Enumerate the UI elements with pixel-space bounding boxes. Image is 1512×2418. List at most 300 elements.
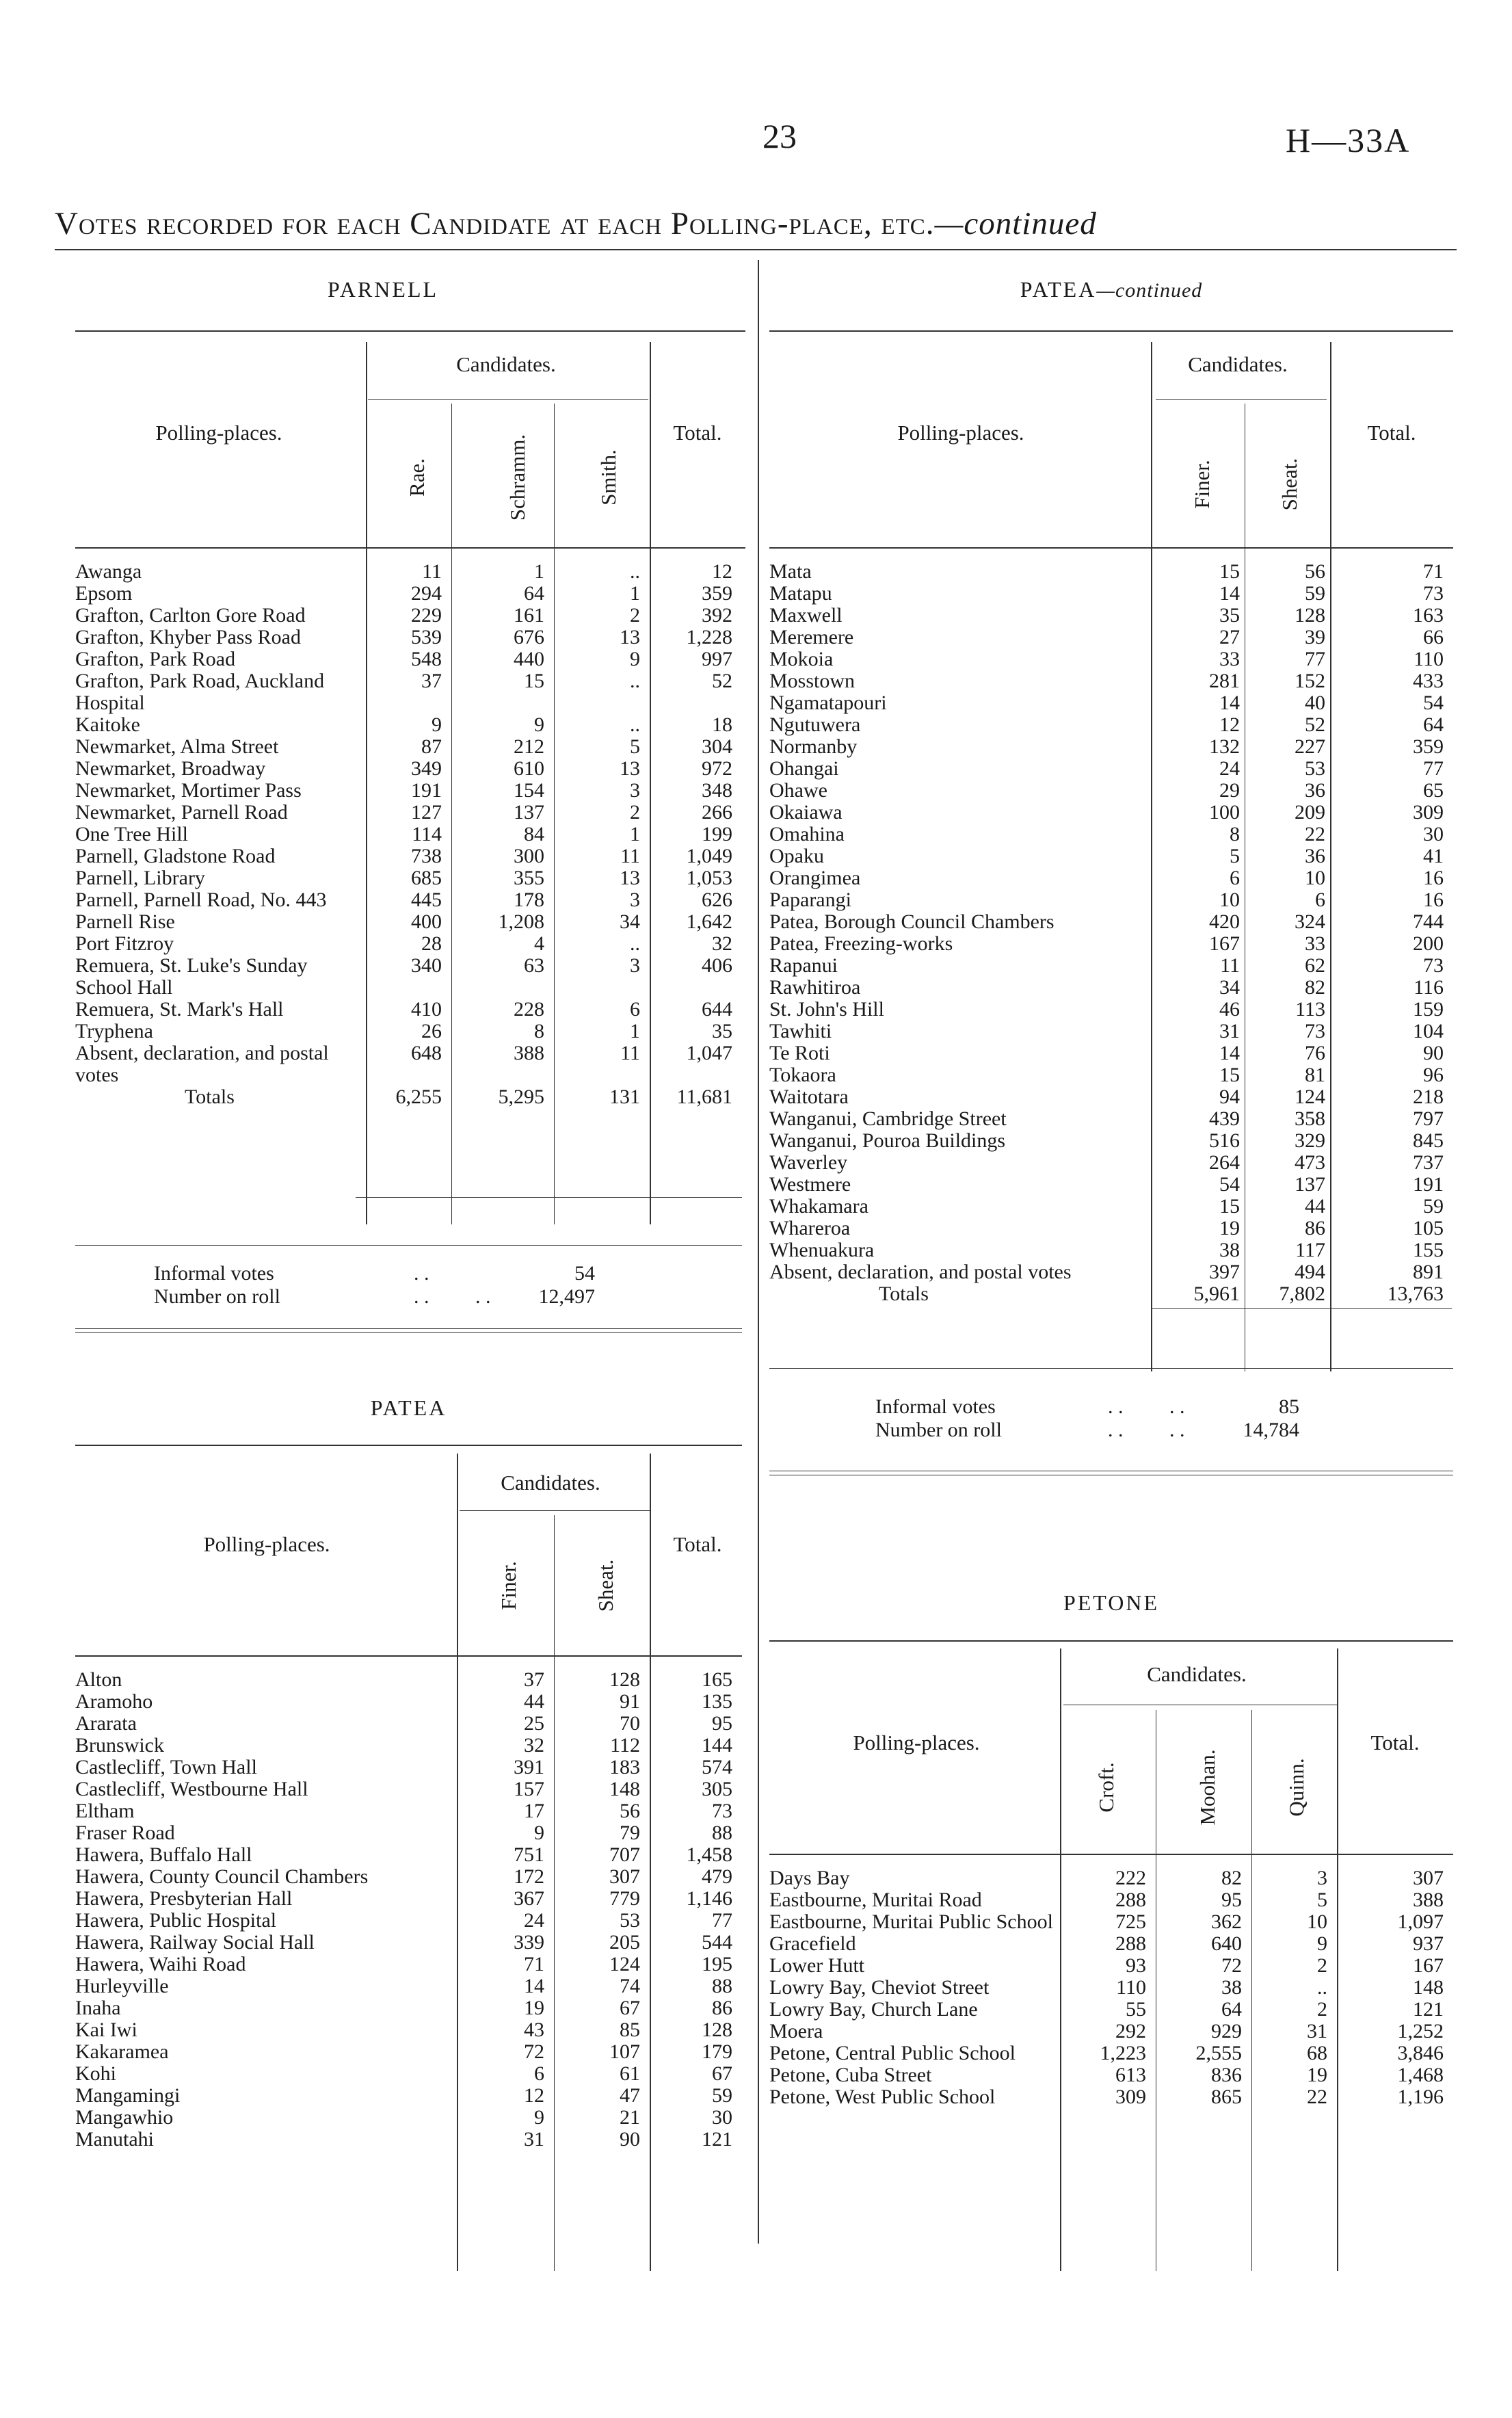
table-row — [769, 1261, 1453, 1283]
vote-cell: 107 — [609, 2040, 640, 2063]
total-cell: 88 — [712, 1822, 732, 1844]
polling-place-name: Patea, Freezing-works — [769, 932, 953, 955]
polling-place-name: Mangamingi — [75, 2084, 181, 2107]
total-cell: 110 — [1414, 648, 1444, 670]
vote-cell: 24 — [1219, 757, 1240, 780]
patea-candidates-rule — [460, 1510, 650, 1511]
vote-cell: 307 — [609, 1865, 640, 1888]
vote-cell: 59 — [1305, 582, 1325, 605]
polling-place-name: Ngamatapouri — [769, 692, 887, 714]
vote-cell: 28 — [421, 932, 442, 955]
polling-place-name: Mangawhio — [75, 2106, 174, 2129]
table-row — [769, 2086, 1453, 2108]
vote-cell: 63 — [524, 954, 544, 977]
vote-cell: 19 — [1219, 1217, 1240, 1239]
vote-cell: 725 — [1115, 1910, 1146, 1933]
polling-place-name: Ohangai — [769, 757, 839, 780]
vote-cell: 11 — [422, 560, 442, 583]
patea-cont-header-bottom-rule — [769, 547, 1453, 549]
column-divider — [758, 260, 759, 2244]
vote-cell: 2 — [630, 801, 640, 824]
total-cell: 16 — [1423, 867, 1444, 889]
vote-cell: 47 — [620, 2084, 640, 2107]
vote-cell: 44 — [524, 1690, 544, 1713]
table-row — [75, 1735, 742, 1757]
polling-place-name: Kai Iwi — [75, 2019, 137, 2041]
vote-cell: 26 — [421, 1020, 442, 1042]
table-row — [769, 1086, 1453, 1108]
vote-cell: 62 — [1305, 954, 1325, 977]
patea-cont-table — [769, 561, 1453, 1305]
total-cell: 163 — [1413, 604, 1444, 627]
vote-cell: 167 — [1209, 932, 1240, 955]
table-row — [769, 2042, 1453, 2064]
parnell-header-bottom-rule — [75, 547, 745, 549]
table-row — [75, 1757, 742, 1778]
total-cell: 54 — [1423, 692, 1444, 714]
vote-cell: 288 — [1115, 1932, 1146, 1955]
total-cell: 737 — [1413, 1151, 1444, 1174]
vote-cell: 11 — [620, 845, 640, 867]
vote-cell: 183 — [609, 1756, 640, 1778]
polling-place-name: Petone, West Public School — [769, 2086, 996, 2108]
vote-cell: 5 — [1230, 845, 1240, 867]
table-row — [75, 648, 742, 670]
vote-cell: 91 — [620, 1690, 640, 1713]
total-cell: 406 — [702, 954, 732, 977]
totals-row — [75, 1086, 742, 1108]
table-row — [75, 670, 742, 714]
vote-cell: 1 — [534, 560, 544, 583]
vote-cell: 2,555 — [1195, 2042, 1242, 2064]
table-row — [75, 911, 742, 933]
vote-cell: 516 — [1209, 1129, 1240, 1152]
polling-place-name: Mosstown — [769, 670, 856, 692]
total-cell: 307 — [1413, 1867, 1444, 1889]
vote-cell: 71 — [524, 1953, 544, 1975]
vote-cell: 5 — [1317, 1889, 1327, 1911]
total-cell: 744 — [1413, 910, 1444, 933]
polling-place-name: St. John's Hill — [769, 998, 884, 1021]
vote-cell: 3 — [630, 889, 640, 911]
polling-place-name: Kohi — [75, 2062, 116, 2085]
table-row — [75, 933, 742, 955]
parnell-end-rule — [75, 1332, 742, 1333]
vote-cell: 19 — [524, 1997, 544, 2019]
petone-places-label: Polling-places. — [853, 1731, 980, 1755]
parnell-informal-label: Informal votes — [154, 1262, 274, 1285]
total-cell: 200 — [1413, 932, 1444, 955]
vote-cell: 53 — [1305, 757, 1325, 780]
vote-cell: 3 — [630, 954, 640, 977]
patea-cont-places-label: Polling-places. — [897, 421, 1024, 445]
table-row — [75, 780, 742, 802]
parnell-informal-value: 54 — [574, 1262, 595, 1285]
total-cell: 1,228 — [686, 626, 732, 648]
vote-cell: 9 — [534, 713, 544, 736]
vote-cell: 56 — [620, 1800, 640, 1822]
patea-cont-section-title — [769, 277, 1453, 302]
vote-cell: 367 — [514, 1887, 544, 1910]
table-row — [75, 2019, 742, 2041]
table-row — [75, 2063, 742, 2085]
patea-header-top-rule — [75, 1445, 742, 1446]
vote-cell: 420 — [1209, 910, 1240, 933]
vote-cell: 648 — [411, 1042, 442, 1064]
vote-cell: 288 — [1115, 1889, 1146, 1911]
table-row — [75, 714, 742, 736]
vote-cell: 6 — [630, 998, 640, 1021]
table-row — [75, 1888, 742, 1910]
vote-cell: 70 — [620, 1712, 640, 1735]
petone-candidate-2: Moohan. — [1195, 1749, 1219, 1826]
patea-cont-title: PATEA — [1020, 277, 1097, 302]
vote-cell: 397 — [1209, 1261, 1240, 1283]
vote-cell: 836 — [1211, 2064, 1242, 2086]
patea-cont-summary: Informal votes . . . . 85 Number on roll . . . . 14,784 — [875, 1395, 1299, 1441]
title-rule — [55, 249, 1457, 250]
parnell-summary: Informal votes . . 54 Number on roll . . . . 12,497 — [154, 1262, 595, 1308]
vote-cell: 2 — [1317, 1998, 1327, 2021]
vote-cell: 39 — [1305, 626, 1325, 648]
table-row — [75, 1975, 742, 1997]
total-cell: 304 — [702, 735, 732, 758]
petone-total-label: Total. — [1370, 1731, 1420, 1755]
vote-cell: 74 — [620, 1975, 640, 1997]
vote-cell: 117 — [1295, 1239, 1325, 1261]
total-cell: 574 — [702, 1756, 732, 1778]
vote-cell: 14 — [1219, 692, 1240, 714]
table-row — [75, 1910, 742, 1932]
vote-cell: .. — [630, 670, 640, 692]
polling-place-name: Maxwell — [769, 604, 843, 627]
vote-cell: 281 — [1209, 670, 1240, 692]
polling-place-name: Te Roti — [769, 1042, 830, 1064]
vote-cell: 229 — [411, 604, 442, 627]
polling-place-name: Days Bay — [769, 1867, 850, 1889]
total-cell: 105 — [1413, 1217, 1444, 1239]
vote-cell: 3 — [1317, 1867, 1327, 1889]
polling-place-name: Moera — [769, 2020, 823, 2042]
total-cell: 52 — [712, 670, 732, 692]
total-cell: 41 — [1423, 845, 1444, 867]
table-row — [769, 758, 1453, 780]
table-row — [769, 889, 1453, 911]
vote-cell: 22 — [1305, 823, 1325, 845]
vote-cell: 33 — [1305, 932, 1325, 955]
patea-cont-roll-value: 14,784 — [1243, 1419, 1299, 1441]
vote-cell: 14 — [1219, 582, 1240, 605]
table-row — [769, 583, 1453, 605]
vote-cell: 339 — [514, 1931, 544, 1954]
polling-place-name: Normanby — [769, 735, 858, 758]
total-cell: 18 — [712, 713, 732, 736]
polling-place-name: Rawhitiroa — [769, 976, 861, 999]
table-row — [769, 1021, 1453, 1042]
vote-cell: 76 — [1305, 1042, 1325, 1064]
polling-place-name: Remuera, St. Mark's Hall — [75, 998, 284, 1021]
vote-cell: 124 — [609, 1953, 640, 1975]
patea-total-label: Total. — [673, 1532, 722, 1556]
polling-place-name: Petone, Cuba Street — [769, 2064, 932, 2086]
vote-cell: 1 — [630, 1020, 640, 1042]
vote-cell: 73 — [1305, 1020, 1325, 1042]
vote-cell: 14 — [1219, 1042, 1240, 1064]
total-cell: 121 — [1413, 1998, 1444, 2021]
vote-cell: 178 — [514, 889, 544, 911]
total-cell: 128 — [702, 2019, 732, 2041]
parnell-end-rule — [75, 1328, 742, 1329]
total-cell: 88 — [712, 1975, 732, 1997]
vote-cell: .. — [1317, 1976, 1327, 1999]
vote-cell: 8 — [534, 1020, 544, 1042]
total-cell: 77 — [1423, 757, 1444, 780]
polling-place-name: Petone, Central Public School — [769, 2042, 1016, 2064]
polling-place-name: Grafton, Park Road — [75, 648, 236, 670]
vote-cell: 31 — [1307, 2020, 1327, 2042]
vote-cell: 9 — [630, 648, 640, 670]
vote-cell: 613 — [1115, 2064, 1146, 2086]
polling-place-name: Lowry Bay, Cheviot Street — [769, 1976, 990, 1999]
patea-cont-roll-label: Number on roll — [875, 1419, 1002, 1441]
polling-place-name: Fraser Road — [75, 1822, 175, 1844]
polling-place-name: Newmarket, Parnell Road — [75, 801, 288, 824]
vote-cell: 90 — [620, 2128, 640, 2151]
vote-cell: 85 — [620, 2019, 640, 2041]
petone-candidates-label: Candidates. — [1147, 1662, 1247, 1686]
page-title-main: Votes recorded for each Candidate at each Polling-place, etc. — [55, 206, 935, 241]
polling-place-name: Eastbourne, Muritai Public School — [769, 1910, 1053, 1933]
vote-cell: 8 — [1230, 823, 1240, 845]
table-row — [75, 1042, 742, 1086]
table-row — [75, 2129, 742, 2151]
total-cell: 359 — [1413, 735, 1444, 758]
polling-place-name: Absent, declaration, and postal votes — [75, 1042, 329, 1086]
total-cell: 116 — [1414, 976, 1444, 999]
polling-place-name: Ngutuwera — [769, 713, 861, 736]
polling-place-name: Hawera, County Council Chambers — [75, 1865, 369, 1888]
polling-place-name: Patea, Borough Council Chambers — [769, 910, 1055, 933]
totals-cell: 6,255 — [395, 1086, 442, 1108]
patea-section-title: PATEA — [370, 1395, 447, 1420]
vote-cell: 209 — [1295, 801, 1325, 824]
parnell-total-label: Total. — [673, 421, 722, 445]
vote-cell: 400 — [411, 910, 442, 933]
total-cell: 86 — [712, 1997, 732, 2019]
total-cell: 433 — [1413, 670, 1444, 692]
table-row — [75, 1669, 742, 1691]
total-cell: 77 — [712, 1909, 732, 1932]
polling-place-name: Port Fitzroy — [75, 932, 174, 955]
vote-cell: 300 — [514, 845, 544, 867]
vote-cell: 110 — [1116, 1976, 1146, 1999]
total-cell: 67 — [712, 2062, 732, 2085]
polling-place-name: Awanga — [75, 560, 142, 583]
vote-cell: 19 — [1307, 2064, 1327, 2086]
parnell-candidate-3: Smith. — [596, 449, 620, 505]
table-row — [769, 1218, 1453, 1239]
polling-place-name: Kakaramea — [75, 2040, 169, 2063]
vote-cell: 738 — [411, 845, 442, 867]
vote-cell: 15 — [524, 670, 544, 692]
table-row — [769, 999, 1453, 1021]
polling-place-name: Opaku — [769, 845, 824, 867]
table-row — [75, 1932, 742, 1954]
patea-cont-totals-rule — [1151, 1308, 1452, 1309]
polling-place-name: Meremere — [769, 626, 854, 648]
total-cell: 65 — [1423, 779, 1444, 802]
table-row — [75, 1954, 742, 1975]
total-cell: 359 — [702, 582, 732, 605]
vote-cell: 1 — [630, 823, 640, 845]
vote-cell: 36 — [1305, 779, 1325, 802]
vote-cell: 17 — [524, 1800, 544, 1822]
table-row — [75, 1866, 742, 1888]
vote-cell: 11 — [620, 1042, 640, 1064]
total-cell: 1,047 — [686, 1042, 732, 1064]
table-row — [75, 2041, 742, 2063]
polling-place-name: Hurleyville — [75, 1975, 169, 1997]
total-cell: 167 — [1413, 1954, 1444, 1977]
vote-cell: 112 — [610, 1734, 640, 1757]
vote-cell: 46 — [1219, 998, 1240, 1021]
polling-place-name: Newmarket, Broadway — [75, 757, 266, 780]
patea-table — [75, 1669, 742, 2151]
total-cell: 90 — [1423, 1042, 1444, 1064]
table-row — [769, 561, 1453, 583]
vote-cell: 5 — [630, 735, 640, 758]
polling-place-name: Brunswick — [75, 1734, 164, 1757]
vote-cell: 9 — [534, 2106, 544, 2129]
vote-cell: 77 — [1305, 648, 1325, 670]
table-row — [75, 1997, 742, 2019]
patea-cont-candidate-2: Sheat. — [1277, 458, 1301, 511]
table-row — [75, 736, 742, 758]
table-row — [769, 1933, 1453, 1955]
vote-cell: 10 — [1305, 867, 1325, 889]
totals-label: Totals — [185, 1086, 235, 1108]
patea-cont-header-top-rule — [769, 330, 1453, 332]
page-number: 23 — [762, 117, 797, 155]
total-cell: 95 — [712, 1712, 732, 1735]
vote-cell: 29 — [1219, 779, 1240, 802]
total-cell: 392 — [702, 604, 732, 627]
vote-cell: 4 — [534, 932, 544, 955]
vote-cell: 161 — [514, 604, 544, 627]
vote-cell: 94 — [1219, 1086, 1240, 1108]
vote-cell: 227 — [1295, 735, 1325, 758]
vote-cell: 22 — [1307, 2086, 1327, 2108]
totals-cell: 5,295 — [498, 1086, 544, 1108]
vote-cell: 137 — [514, 801, 544, 824]
vote-cell: 410 — [411, 998, 442, 1021]
totals-cell: 131 — [609, 1086, 640, 1108]
vote-cell: 38 — [1219, 1239, 1240, 1261]
polling-place-name: Tryphena — [75, 1020, 153, 1042]
total-cell: 144 — [702, 1734, 732, 1757]
patea-cont-informal-label: Informal votes — [875, 1395, 996, 1418]
table-row — [75, 999, 742, 1021]
total-cell: 179 — [702, 2040, 732, 2063]
table-row — [75, 1713, 742, 1735]
polling-place-name: Ararata — [75, 1712, 137, 1735]
table-row — [769, 1174, 1453, 1196]
polling-place-name: Matapu — [769, 582, 832, 605]
total-cell: 1,252 — [1397, 2020, 1444, 2042]
vote-cell: 12 — [1219, 713, 1240, 736]
polling-place-name: Castlecliff, Town Hall — [75, 1756, 257, 1778]
polling-place-name: Whenuakura — [769, 1239, 875, 1261]
polling-place-name: Mata — [769, 560, 812, 583]
table-row — [769, 692, 1453, 714]
polling-place-name: Alton — [75, 1668, 122, 1691]
table-row — [769, 845, 1453, 867]
vote-cell: 44 — [1305, 1195, 1325, 1218]
vote-cell: 676 — [514, 626, 544, 648]
vote-cell: 15 — [1219, 1064, 1240, 1086]
totals-cell: 11,681 — [676, 1086, 732, 1108]
totals-cell: 7,802 — [1279, 1283, 1325, 1305]
vote-cell: .. — [630, 932, 640, 955]
vote-cell: 114 — [412, 823, 442, 845]
vote-cell: 9 — [1317, 1932, 1327, 1955]
table-row — [769, 605, 1453, 627]
vote-cell: 33 — [1219, 648, 1240, 670]
vote-cell: 440 — [514, 648, 544, 670]
vote-cell: 9 — [534, 1822, 544, 1844]
vote-cell: 6 — [534, 2062, 544, 2085]
polling-place-name: Whakamara — [769, 1195, 868, 1218]
table-row — [769, 2021, 1453, 2042]
total-cell: 305 — [702, 1778, 732, 1800]
total-cell: 644 — [702, 998, 732, 1021]
total-cell: 891 — [1413, 1261, 1444, 1283]
vote-cell: 72 — [1221, 1954, 1242, 1977]
polling-place-name: Hawera, Railway Social Hall — [75, 1931, 315, 1954]
patea-cont-candidates-rule — [1156, 399, 1327, 400]
polling-place-name: Kaitoke — [75, 713, 140, 736]
polling-place-name: Parnell Rise — [75, 910, 175, 933]
total-cell: 937 — [1413, 1932, 1444, 1955]
table-row — [769, 736, 1453, 758]
table-row — [769, 627, 1453, 648]
polling-place-name: Lowry Bay, Church Lane — [769, 1998, 978, 2021]
parnell-section-title: PARNELL — [327, 277, 439, 302]
vote-cell: 228 — [514, 998, 544, 1021]
vote-cell: 72 — [524, 2040, 544, 2063]
table-row — [769, 2064, 1453, 2086]
vote-cell: 93 — [1126, 1954, 1146, 1977]
table-row — [769, 1239, 1453, 1261]
page-title — [55, 205, 1097, 242]
totals-row — [769, 1283, 1453, 1305]
table-row — [75, 1021, 742, 1042]
table-row — [75, 583, 742, 605]
vote-cell: 439 — [1209, 1107, 1240, 1130]
total-cell: 66 — [1423, 626, 1444, 648]
vote-cell: 68 — [1307, 2042, 1327, 2064]
total-cell: 148 — [1413, 1976, 1444, 1999]
total-cell: 73 — [712, 1800, 732, 1822]
patea-cont-table-end-rule — [769, 1368, 1453, 1369]
table-row — [769, 1196, 1453, 1218]
parnell-candidate-1: Rae. — [405, 458, 429, 497]
vote-cell: 10 — [1307, 1910, 1327, 1933]
table-row — [769, 955, 1453, 977]
total-cell: 388 — [1413, 1889, 1444, 1911]
vote-cell: 53 — [620, 1909, 640, 1932]
table-row — [769, 780, 1453, 802]
